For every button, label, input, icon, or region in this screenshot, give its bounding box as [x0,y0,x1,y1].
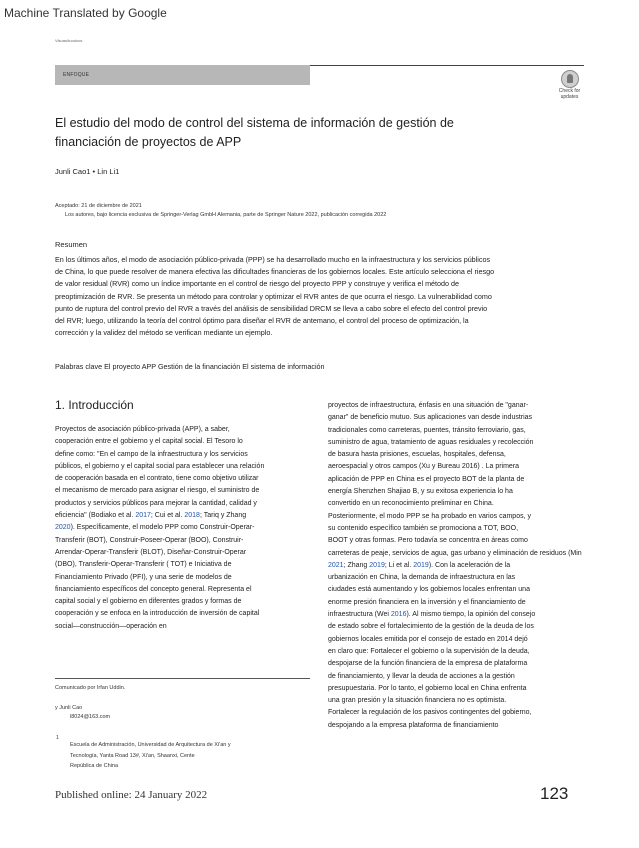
body-line [55,559,311,571]
footnote-rule [55,678,310,679]
body-text: Transferir (BOT), Construir-Poseer-Operar (BOO), Construir- [55,536,244,544]
body-line [328,683,633,695]
body-line [55,547,311,559]
machine-translation-banner: Machine Translated by Google [4,6,167,20]
body-line [328,720,633,732]
abstract-line: En los últimos años, el modo de asociación público-privada (PPP) se ha desarrollado mucho en la infraestructura y los servicios públicos [55,255,491,264]
body-text: Arrendar-Operar-Transferir (BLOT), Diseñar-Construir-Operar [55,548,247,556]
body-line [328,400,633,412]
body-line [328,707,633,719]
body-line [55,522,311,534]
abstract-body [55,254,585,339]
body-text: carreteras de peaje, servicios de agua, gas urbano y eliminación de residuos (Min [328,549,582,557]
affiliation-marker: 1 [56,735,59,741]
body-text: el mecanismo de mercado para asignar el riesgo, el suministro de [55,487,260,495]
body-line [328,412,633,424]
body-text: suministro de agua, tratamiento de aguas residuales y recolección [328,438,534,446]
body-text: aplicación de PPP en China es el proyecto BOT de la planta de [328,475,525,483]
body-text: públicos, el gobierno y el capital social para establecer una relación [55,462,265,470]
body-column-left [55,424,311,633]
body-line [55,510,311,522]
body-text: urbanización en China, la demanda de infraestructura en las [328,574,516,582]
author-list: Junli Cao1 • Lin Li1 [55,167,120,176]
body-text: convertido en un reconocimiento preliminar en China. [328,500,494,508]
section-label: ENFOQUE [63,72,90,78]
body-text: ; Li et al. [384,561,414,569]
check-updates-icon [561,70,579,88]
body-line [328,560,633,572]
body-line [55,461,311,473]
section-heading-introduction: 1. Introducción [55,398,134,412]
body-text: Proyectos de asociación público-privada (APP), a saber, [55,426,230,433]
page-number: 123 [540,784,569,803]
citation-link[interactable]: 2016 [390,611,407,619]
body-text: proyectos de infraestructura, énfasis en una situación de "ganar- [328,402,529,409]
journal-reference: Vlsuas/tuodoos [55,38,83,43]
body-line [328,523,633,535]
body-text: despojarse de la función financiera de la empresa de plataforma [328,660,528,668]
body-text: social—construcción—operación en [55,622,167,630]
body-line [55,621,311,633]
body-text: de basura hasta prisiones, escuelas, hospitales, defensa, [328,451,506,459]
body-line [328,437,633,449]
body-line [328,584,633,596]
body-line [328,621,633,633]
abstract-line: del RVR; luego, utilizando la teoría del control óptimo para diseñar el RVR de antemano, el control del proceso de optimización, la [55,316,469,326]
body-text: ; Zhang [343,561,370,569]
body-line [328,658,633,670]
body-text: tradicionales como carreteras, puentes, tránsito ferroviario, gas, [328,426,526,434]
abstract-line: corrección y la validez del método se verifican mediante un ejemplo. [55,328,273,338]
citation-link[interactable]: 2018 [184,512,200,520]
abstract-line: punto de ruptura del control previo del RVR a través del análisis de sensibilidad DRCM se lleva a cabo sobre el efecto del control previo [55,303,488,313]
body-text: productos y servicios públicos para mejorar la cantidad, calidad y [55,499,257,507]
check-for-updates-badge[interactable] [553,70,586,102]
body-line [55,596,311,608]
body-text: financiamiento específicos del concepto general. Representa el [55,585,252,593]
body-line [55,535,311,547]
body-text: ). Al mismo tiempo, la opinión del consejo [406,611,536,619]
body-text: ganar" de beneficio mutuo. Sus aplicaciones van desde industrias [328,414,533,422]
body-text: despojando a la empresa plataforma de financiamiento [328,721,499,729]
body-text: infraestructura (Wei [328,611,391,619]
citation-link[interactable]: 2020 [55,524,71,532]
body-line [328,425,633,437]
body-text: energía Shenzhen Shajiao B, y su exitosa experiencia lo ha [328,488,513,496]
body-text: cooperación entre el gobierno y el capital social. El Tesoro lo [55,438,243,446]
body-text: presupuestaria. Por lo tanto, el gobierno local en China enfrenta [328,684,527,692]
body-line [55,608,311,620]
keywords: Palabras clave El proyecto APP Gestión de la financiación El sistema de información [55,362,325,371]
body-line [328,535,633,547]
body-text: de estado sobre el fortalecimiento de la gestión de la deuda de los [328,623,534,631]
citation-link[interactable]: 2019 [369,561,385,569]
author-email[interactable]: l8024@163.com [70,714,111,720]
body-text: de financiamiento, y llevar la deuda de acciones a la gestión [328,672,515,680]
body-text: define como: "En el campo de la infraestructura y los servicios [55,450,248,458]
body-text: (DBO), Transferir-Operar-Transferir ( TOT) e Iniciativa de [55,561,232,569]
communicated-by: Comunicado por Irfan Uddin. [55,685,126,691]
body-line [55,572,311,584]
body-line [328,609,633,621]
body-line [328,511,633,523]
body-text: ciudades está aumentando y los gobiernos locales enfrentan una [328,586,530,594]
body-text: una gran presión y la situación financiera no es optimista. [328,697,507,705]
body-text: eficiencia" (Bodiako et al. [55,512,136,520]
body-line [55,473,311,485]
body-text: ; Cui et al. [150,512,185,520]
abstract-line: de China, lo que puede resolver de manera efectiva las dificultades financieras de los gobiernos locales. Este artículo selecciona el riesgo [55,267,495,277]
abstract-line: preoptimización de RVR. Se presenta un método para controlar y optimizar el RVR antes de que ocurra el riesgo. La vulnerabilidad como [55,291,492,301]
body-text: enorme presión financiera en la inversión y el financiamiento de [328,598,526,606]
accepted-date: Aceptado: 21 de diciembre de 2021 [55,203,142,209]
paper-title: El estudio del modo de control del sistema de información de gestión de financiación de proyectos de APP [55,116,454,149]
body-text: en claro que: Fortalecer el gobierno o la supervisión de la deuda, [328,647,530,655]
body-line [328,548,633,560]
check-updates-text: Check for updates [558,88,581,100]
body-text: Fortalecer la regulación de los pasivos contingentes del gobierno, [328,709,532,717]
body-line [55,584,311,596]
header-rule [310,65,584,66]
published-online-date: Published online: 24 January 2022 [55,789,208,801]
body-text: Financiamiento Privado (PFI), y una serie de modelos de [55,573,232,581]
citation-link[interactable]: 2021 [328,561,344,569]
body-text: BOOT y otras formas. Pero todavía se concentra en áreas como [328,537,528,545]
body-text: cooperación y se enfoca en la introducción de inversión de capital [55,610,260,618]
license-note: Los autores, bajo licencia exclusiva de Springer-Verlag GmbH Alemania, parte de Springer Nature 2022, publicación corregida 2022 [65,212,387,218]
corresponding-author: y Junli Cao [55,705,83,711]
body-line [55,498,311,510]
body-line [328,486,633,498]
body-line [328,461,633,473]
body-line [328,572,633,584]
body-line [328,498,633,510]
body-text: gobiernos locales emitida por el consejo de estado en 2014 dejó [328,635,528,643]
body-text: aeroespacial y otros campos (Xu y Bureau 2016) . La primera [328,463,520,471]
body-line [328,474,633,486]
body-line [328,449,633,461]
body-text: su contenido específico también se promociona a TOT, BOO, [328,524,519,532]
affiliation: Escuela de Administración, Universidad de Arquitectura de Xi'an y Tecnología, Yanta Road 13#, Xi'an, Shaanxi, Cente República de China [70,742,231,769]
citation-link[interactable]: 2019 [413,561,429,569]
body-column-right [328,400,633,732]
body-line [328,671,633,683]
body-line [55,485,311,497]
abstract-heading: Resumen [55,240,88,249]
body-text: de cooperación basada en el contrato, tiene como objetivo utilizar [55,475,259,483]
citation-link[interactable]: 2017 [135,512,151,520]
section-label-bar [55,65,310,85]
body-line [55,436,311,448]
body-text: ). Con la aceleración de la [428,561,511,569]
body-line [55,449,311,461]
body-text: ). Específicamente, el modelo PPP como Construir-Operar- [70,524,255,532]
body-text: ; Tariq y Zhang [199,512,247,520]
body-text: capital social y el gobierno en diferentes grados y formas de [55,598,242,606]
body-line [328,597,633,609]
abstract-line: de valor residual (RVR) como un índice importante en el control de riesgo del proyecto PPP y construye y verifica el método de [55,279,460,289]
body-line [328,646,633,658]
body-line [328,634,633,646]
body-text: Posteriormente, el modo PPP se ha probado en varios campos, y [328,512,531,520]
body-line [328,695,633,707]
body-line [55,424,311,436]
